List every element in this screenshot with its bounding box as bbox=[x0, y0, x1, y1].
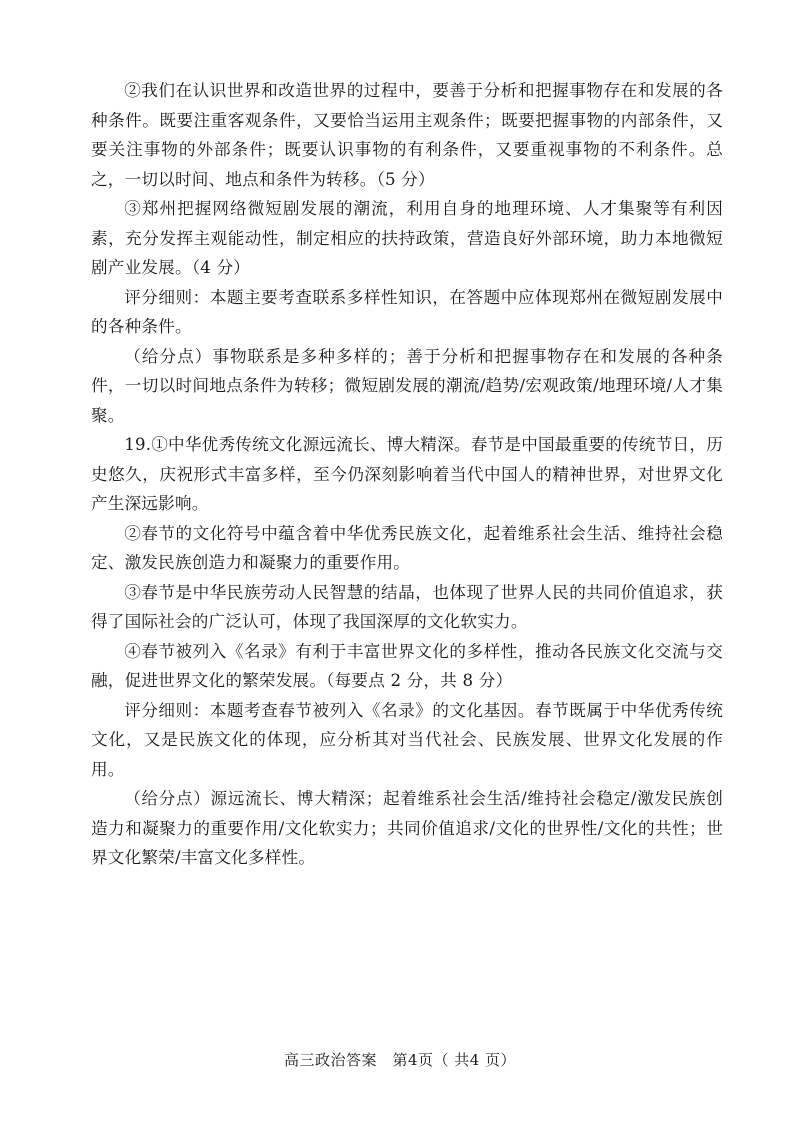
scoring-rules-18: 评分细则：本题主要考查联系多样性知识，在答题中应体现郑州在微短剧发展中的各种条件。 bbox=[91, 287, 723, 336]
answer-paragraph-18-3: ③郑州把握网络微短剧发展的潮流，利用自身的地理环境、人才集聚等有利因素，充分发挥主观能动性，制定相应的扶持政策，营造良好外部环境，助力本地微短剧产业发展。（4 分） bbox=[91, 199, 723, 277]
answer-paragraph-19-1: 19.①中华优秀传统文化源远流长、博大精深。春节是中国最重要的传统节日，历史悠久，庆祝形式丰富多样，至今仍深刻影响着当代中国人的精神世界，对世界文化产生深远影响。 bbox=[91, 435, 723, 513]
page-footer: 高三政治答案 第4页（ 共4 页） bbox=[283, 1051, 517, 1069]
answer-paragraph-19-2: ②春节的文化符号中蕴含着中华优秀民族文化，起着维系社会生活、维持社会稳定、激发民族创造力和凝聚力的重要作用。 bbox=[91, 523, 723, 572]
answer-paragraph-18-2: ②我们在认识世界和改造世界的过程中，要善于分析和把握事物存在和发展的各种条件。既要注重客观条件，又要恰当运用主观条件；既要把握事物的内部条件，又要关注事物的外部条件；既要认识事物的有利条件，又要重视事物的不利条件。总之，一切以时间、地点和条件为转移。（5 分） bbox=[91, 81, 723, 189]
answer-content bbox=[91, 76, 723, 873]
scoring-points-18: （给分点）事物联系是多种多样的；善于分析和把握事物存在和发展的各种条件，一切以时间地点条件为转移；微短剧发展的潮流/趋势/宏观政策/地理环境/人才集聚。 bbox=[91, 346, 723, 425]
answer-paragraph-19-3: ③春节是中华民族劳动人民智慧的结晶，也体现了世界人民的共同价值追求，获得了国际社会的广泛认可，体现了我国深厚的文化软实力。 bbox=[91, 582, 723, 631]
scoring-points-19: （给分点）源远流长、博大精深；起着维系社会生活/维持社会稳定/激发民族创造力和凝聚力的重要作用/文化软实力；共同价值追求/文化的世界性/文化的共性；世界文化繁荣/丰富文化多样性。 bbox=[91, 789, 723, 867]
scoring-rules-19: 评分细则：本题考查春节被列入《名录》的文化基因。春节既属于中华优秀传统文化，又是民族文化的体现，应分析其对当代社会、民族发展、世界文化发展的作用。 bbox=[91, 700, 723, 779]
answer-paragraph-19-4: ④春节被列入《名录》有利于丰富世界文化的多样性，推动各民族文化交流与交融，促进世界文化的繁荣发展。（每要点 2 分，共 8 分） bbox=[91, 641, 723, 690]
